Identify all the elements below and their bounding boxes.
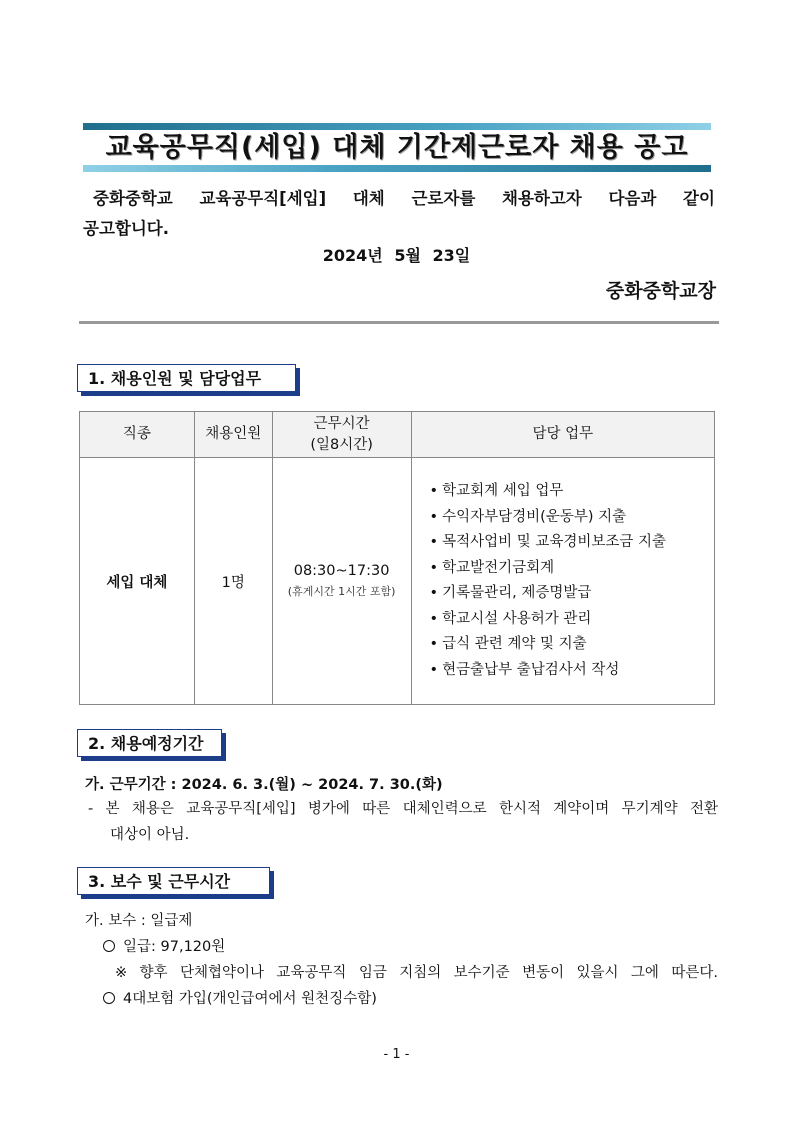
contract-note-word: - xyxy=(88,801,94,817)
duty-item: • 급식 관련 계약 및 지출 xyxy=(430,632,714,658)
wage-note-word: 변동이 xyxy=(522,965,565,981)
duty-item: • 목적사업비 및 교육경비보조금 지출 xyxy=(430,530,714,556)
cell-job-type: 세입 대체 xyxy=(80,458,195,705)
wage-note-word: 보수기준 xyxy=(453,965,510,981)
contract-note-word: 병가에 xyxy=(307,801,350,817)
wage-note xyxy=(115,960,718,986)
insurance xyxy=(103,986,377,1012)
duty-item: • 학교발전기금회계 xyxy=(430,556,714,582)
wage-note-word: 임금 xyxy=(358,965,387,981)
title-bar-bottom-stripe xyxy=(83,165,711,172)
section-1-heading: 1. 채용인원 및 담당업무 xyxy=(77,364,296,392)
header-headcount: 채용인원 xyxy=(194,412,272,458)
header-duties: 담당 업무 xyxy=(411,412,714,458)
daily-wage xyxy=(103,934,225,960)
intro-line-1 xyxy=(83,184,715,214)
contract-note-line-1 xyxy=(88,796,718,822)
pay-type: 가. 보수 : 일급제 xyxy=(85,913,193,929)
circle-bullet-icon xyxy=(103,940,115,952)
duty-item: • 학교시설 사용허가 관리 xyxy=(430,607,714,633)
table-row xyxy=(80,458,715,705)
hours-note: (휴게시간 1시간 포함) xyxy=(287,585,396,598)
section-2-heading: 2. 채용예정기간 xyxy=(77,729,222,757)
intro-word: 중화중학교 xyxy=(93,189,173,208)
header-hours xyxy=(272,412,411,458)
duties-list xyxy=(412,479,714,683)
cell-duties xyxy=(411,458,714,705)
intro-word: 근로자를 xyxy=(411,189,476,208)
hours-value: 08:30~17:30 xyxy=(293,563,390,579)
contract-note-word: 한시적 xyxy=(498,801,541,817)
duty-item: • 학교회계 세입 업무 xyxy=(430,479,714,505)
daily-wage-text: 일급: 97,120원 xyxy=(123,939,226,955)
announcement-date: 2024년 5월 23일 xyxy=(322,246,471,265)
wage-note-word: 향후 xyxy=(139,965,168,981)
section-3-heading: 3. 보수 및 근무시간 xyxy=(77,867,270,895)
contract-note-word: 따른 xyxy=(362,801,391,817)
divider xyxy=(79,321,719,324)
page-title: 교육공무직(세입) 대체 기간제근로자 채용 공고 xyxy=(105,132,689,163)
title-bar-top-stripe xyxy=(83,123,711,130)
intro-paragraph xyxy=(83,184,715,244)
wage-note-word: 따른다. xyxy=(671,965,718,981)
school-principal: 중화중학교장 xyxy=(605,280,716,302)
intro-word: 대체 xyxy=(352,189,385,208)
wage-note-word: 그에 xyxy=(630,965,659,981)
intro-word: 채용하고자 xyxy=(502,189,582,208)
intro-word: 다음과 xyxy=(608,189,657,208)
duty-item: • 현금출납부 출납검사서 작성 xyxy=(430,658,714,684)
insurance-text: 4대보험 가입(개인급여에서 원천징수함) xyxy=(123,991,377,1007)
contract-note xyxy=(88,796,718,848)
contract-note-word: 무기계약 xyxy=(621,801,678,817)
cell-hours xyxy=(272,458,411,705)
contract-note-word: 교육공무직[세입] xyxy=(186,801,296,817)
intro-word: 같이 xyxy=(683,189,715,208)
header-job-type: 직종 xyxy=(80,412,195,458)
wage-note-word: 지침의 xyxy=(399,965,442,981)
intro-line-2: 공고합니다. xyxy=(83,219,169,238)
header-hours-line1: 근무시간 xyxy=(313,415,370,432)
duty-item: • 수익자부담경비(운동부) 지출 xyxy=(430,505,714,531)
wage-note-word: 교육공무직 xyxy=(276,965,347,981)
circle-bullet-icon xyxy=(103,992,115,1004)
contract-note-word: 대체인력으로 xyxy=(402,801,487,817)
wage-note-word: 단체협약이나 xyxy=(179,965,264,981)
contract-note-word: 전환 xyxy=(689,801,718,817)
contract-note-line-2: 대상이 아님. xyxy=(110,827,190,843)
contract-note-word: 채용은 xyxy=(131,801,174,817)
wage-note-word: 있을시 xyxy=(576,965,619,981)
duty-item: • 기록물관리, 제증명발급 xyxy=(430,581,714,607)
contract-note-word: 계약이며 xyxy=(553,801,610,817)
recruitment-table xyxy=(79,411,715,705)
contract-note-word: 본 xyxy=(105,801,120,817)
header-hours-line2: (일8시간) xyxy=(310,436,373,453)
page-number: - 1 - xyxy=(383,1047,410,1062)
intro-word: 교육공무직[세입] xyxy=(199,189,327,208)
table-header-row xyxy=(80,412,715,458)
cell-headcount: 1명 xyxy=(194,458,272,705)
wage-note-word: ※ xyxy=(115,965,128,981)
work-period: 가. 근무기간 : 2024. 6. 3.(월) ~ 2024. 7. 30.(화) xyxy=(85,777,443,793)
